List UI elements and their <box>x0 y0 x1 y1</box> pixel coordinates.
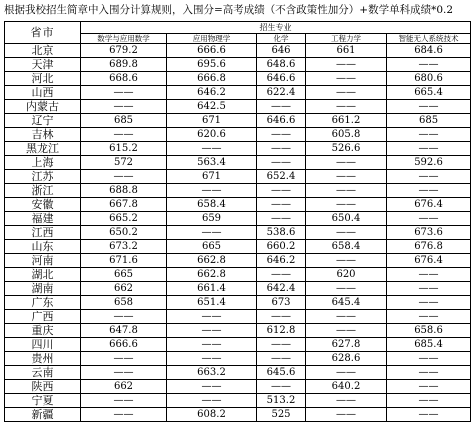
score-cell: —— <box>81 128 167 142</box>
score-cell: —— <box>387 268 471 282</box>
score-cell: —— <box>167 184 257 198</box>
province-cell: 湖南 <box>5 282 81 296</box>
table-row <box>5 296 471 310</box>
score-cell: —— <box>306 310 387 324</box>
province-cell: 广东 <box>5 296 81 310</box>
score-cell: —— <box>306 156 387 170</box>
score-cell: 676.4 <box>387 198 471 212</box>
table-row <box>5 226 471 240</box>
score-cell: 646.2 <box>257 254 306 268</box>
score-cell: 526.6 <box>306 142 387 156</box>
score-cell: —— <box>167 338 257 352</box>
score-cell: —— <box>257 268 306 282</box>
province-cell: 内蒙古 <box>5 100 81 114</box>
major-header-intelligent-unmanned-systems: 智能无人系统技术 <box>387 34 471 44</box>
score-cell: 666.6 <box>81 338 167 352</box>
province-cell: 新疆 <box>5 408 81 422</box>
score-cell: 665.2 <box>81 212 167 226</box>
province-cell: 天津 <box>5 58 81 72</box>
score-cell: —— <box>387 142 471 156</box>
score-cell: —— <box>306 198 387 212</box>
score-cell: 620 <box>306 268 387 282</box>
score-cell: —— <box>387 408 471 422</box>
score-cell: 671 <box>167 114 257 128</box>
table-row <box>5 114 471 128</box>
score-cell: —— <box>387 100 471 114</box>
score-cell: —— <box>257 352 306 366</box>
score-cell: 662 <box>81 282 167 296</box>
document-title: 根据我校招生简章中入围分计算规则，入围分=高考成绩（不含政策性加分）+数学单科成绩*0.2 <box>4 4 454 16</box>
score-cell: 645.4 <box>306 296 387 310</box>
score-cell: 645.6 <box>257 366 306 380</box>
score-cell: —— <box>306 170 387 184</box>
score-cell: 665.4 <box>387 86 471 100</box>
score-cell: 640.2 <box>306 380 387 394</box>
table-row <box>5 240 471 254</box>
score-cell: 660.2 <box>257 240 306 254</box>
score-cell: 661.4 <box>167 282 257 296</box>
score-cell: 673 <box>257 296 306 310</box>
score-cell: 642.4 <box>257 282 306 296</box>
score-cell: —— <box>167 394 257 408</box>
score-cell: 650.4 <box>306 212 387 226</box>
major-header-math: 数学与应用数学 <box>81 34 167 44</box>
score-cell: —— <box>306 100 387 114</box>
score-cell: —— <box>167 324 257 338</box>
table-header-row <box>5 22 471 34</box>
province-cell: 重庆 <box>5 324 81 338</box>
score-cell: —— <box>257 212 306 226</box>
table-row <box>5 142 471 156</box>
province-cell: 北京 <box>5 44 81 58</box>
province-cell: 山东 <box>5 240 81 254</box>
province-cell: 湖北 <box>5 268 81 282</box>
score-cell: 661.2 <box>306 114 387 128</box>
table-body <box>5 44 471 422</box>
score-cell: 605.8 <box>306 128 387 142</box>
province-cell: 黑龙江 <box>5 142 81 156</box>
score-cell: —— <box>167 226 257 240</box>
score-cell: 646.2 <box>167 86 257 100</box>
table-row <box>5 72 471 86</box>
score-cell: —— <box>387 296 471 310</box>
province-cell: 辽宁 <box>5 114 81 128</box>
table-row <box>5 156 471 170</box>
score-cell: —— <box>306 184 387 198</box>
table-row <box>5 170 471 184</box>
score-cell: 628.6 <box>306 352 387 366</box>
score-cell: —— <box>257 156 306 170</box>
region-column-header: 省市 <box>5 22 81 44</box>
score-cell: 685 <box>387 114 471 128</box>
table-row <box>5 366 471 380</box>
score-cell: 673.2 <box>81 240 167 254</box>
table-row <box>5 212 471 226</box>
score-cell: 662 <box>81 380 167 394</box>
score-cell: 648.6 <box>257 58 306 72</box>
score-cell: —— <box>306 394 387 408</box>
score-cell: —— <box>81 100 167 114</box>
majors-group-header: 招生专业 <box>81 22 471 34</box>
province-cell: 四川 <box>5 338 81 352</box>
table-row <box>5 128 471 142</box>
score-cell: —— <box>387 282 471 296</box>
score-cell: —— <box>81 366 167 380</box>
score-cell: 663.2 <box>167 366 257 380</box>
score-cell: 592.6 <box>387 156 471 170</box>
table-row <box>5 58 471 72</box>
admission-score-table <box>4 21 471 422</box>
major-header-chemistry: 化学 <box>257 34 306 44</box>
score-cell: —— <box>306 72 387 86</box>
table-row <box>5 338 471 352</box>
score-cell: 658 <box>81 296 167 310</box>
score-cell: —— <box>257 380 306 394</box>
score-cell: —— <box>257 142 306 156</box>
score-cell: —— <box>387 170 471 184</box>
score-cell: —— <box>306 86 387 100</box>
score-cell: 666.6 <box>167 44 257 58</box>
score-cell: —— <box>387 184 471 198</box>
score-cell: 665 <box>167 240 257 254</box>
score-cell: 620.6 <box>167 128 257 142</box>
province-cell: 浙江 <box>5 184 81 198</box>
table-row <box>5 324 471 338</box>
score-cell: —— <box>387 58 471 72</box>
score-cell: 627.8 <box>306 338 387 352</box>
score-cell: 608.2 <box>167 408 257 422</box>
score-cell: —— <box>257 310 306 324</box>
province-cell: 安徽 <box>5 198 81 212</box>
score-cell: —— <box>257 338 306 352</box>
score-cell: —— <box>81 86 167 100</box>
score-cell: —— <box>167 142 257 156</box>
score-cell: 647.8 <box>81 324 167 338</box>
score-cell: —— <box>306 282 387 296</box>
score-cell: 689.8 <box>81 58 167 72</box>
province-cell: 吉林 <box>5 128 81 142</box>
score-cell: —— <box>306 324 387 338</box>
score-cell: 680.6 <box>387 72 471 86</box>
score-cell: 650.2 <box>81 226 167 240</box>
score-cell: 685.4 <box>387 338 471 352</box>
score-cell: 615.2 <box>81 142 167 156</box>
score-cell: 652.4 <box>257 170 306 184</box>
score-cell: 676.8 <box>387 240 471 254</box>
score-cell: 695.6 <box>167 58 257 72</box>
score-cell: —— <box>306 254 387 268</box>
score-cell: —— <box>306 226 387 240</box>
score-cell: —— <box>306 366 387 380</box>
score-cell: 666.8 <box>167 72 257 86</box>
score-cell: —— <box>387 310 471 324</box>
major-header-engineering-mechanics: 工程力学 <box>306 34 387 44</box>
province-cell: 上海 <box>5 156 81 170</box>
score-cell: 646.6 <box>257 72 306 86</box>
major-header-applied-physics: 应用物理学 <box>167 34 257 44</box>
score-cell: —— <box>306 408 387 422</box>
score-cell: 668.6 <box>81 72 167 86</box>
province-cell: 福建 <box>5 212 81 226</box>
table-row <box>5 282 471 296</box>
score-cell: —— <box>81 310 167 324</box>
province-cell: 贵州 <box>5 352 81 366</box>
table-row <box>5 254 471 268</box>
score-cell: —— <box>81 394 167 408</box>
score-cell: —— <box>167 380 257 394</box>
score-cell: —— <box>387 212 471 226</box>
score-cell: —— <box>167 310 257 324</box>
score-cell: 671.6 <box>81 254 167 268</box>
score-cell: 671 <box>167 170 257 184</box>
province-cell: 江西 <box>5 226 81 240</box>
score-cell: 665 <box>81 268 167 282</box>
score-cell: 659 <box>167 212 257 226</box>
score-cell: —— <box>387 352 471 366</box>
score-cell: 572 <box>81 156 167 170</box>
score-cell: 612.8 <box>257 324 306 338</box>
score-cell: 658.4 <box>306 240 387 254</box>
score-cell: —— <box>257 128 306 142</box>
table-row <box>5 380 471 394</box>
score-cell: 684.6 <box>387 44 471 58</box>
score-cell: 685 <box>81 114 167 128</box>
score-cell: 622.4 <box>257 86 306 100</box>
table-row <box>5 394 471 408</box>
score-cell: 658.6 <box>387 324 471 338</box>
province-cell: 陕西 <box>5 380 81 394</box>
score-cell: —— <box>306 58 387 72</box>
score-cell: 676.4 <box>387 254 471 268</box>
score-cell: —— <box>81 170 167 184</box>
score-cell: 658.4 <box>167 198 257 212</box>
province-cell: 山西 <box>5 86 81 100</box>
score-cell: —— <box>387 394 471 408</box>
score-cell: —— <box>257 198 306 212</box>
table-row <box>5 100 471 114</box>
table-row <box>5 184 471 198</box>
table-row <box>5 268 471 282</box>
province-cell: 宁夏 <box>5 394 81 408</box>
table-row <box>5 408 471 422</box>
score-cell: 646 <box>257 44 306 58</box>
table-row <box>5 310 471 324</box>
province-cell: 江苏 <box>5 170 81 184</box>
score-cell: 667.8 <box>81 198 167 212</box>
score-cell: —— <box>167 352 257 366</box>
table-row <box>5 44 471 58</box>
score-cell: 688.8 <box>81 184 167 198</box>
score-cell: —— <box>81 352 167 366</box>
score-cell: —— <box>81 408 167 422</box>
score-cell: 651.4 <box>167 296 257 310</box>
score-cell: 679.2 <box>81 44 167 58</box>
score-cell: 563.4 <box>167 156 257 170</box>
score-cell: —— <box>387 128 471 142</box>
score-cell: 538.6 <box>257 226 306 240</box>
table-row <box>5 86 471 100</box>
score-cell: —— <box>387 380 471 394</box>
province-cell: 广西 <box>5 310 81 324</box>
province-cell: 河南 <box>5 254 81 268</box>
table-row <box>5 352 471 366</box>
province-cell: 河北 <box>5 72 81 86</box>
score-cell: 662.8 <box>167 268 257 282</box>
score-cell: 661 <box>306 44 387 58</box>
score-cell: 513.2 <box>257 394 306 408</box>
score-cell: 525 <box>257 408 306 422</box>
score-cell: —— <box>387 366 471 380</box>
table-row <box>5 198 471 212</box>
score-cell: 646.6 <box>257 114 306 128</box>
score-cell: 662.8 <box>167 254 257 268</box>
score-cell: —— <box>257 184 306 198</box>
score-cell: —— <box>257 100 306 114</box>
score-cell: 642.5 <box>167 100 257 114</box>
province-cell: 云南 <box>5 366 81 380</box>
score-cell: 673.6 <box>387 226 471 240</box>
